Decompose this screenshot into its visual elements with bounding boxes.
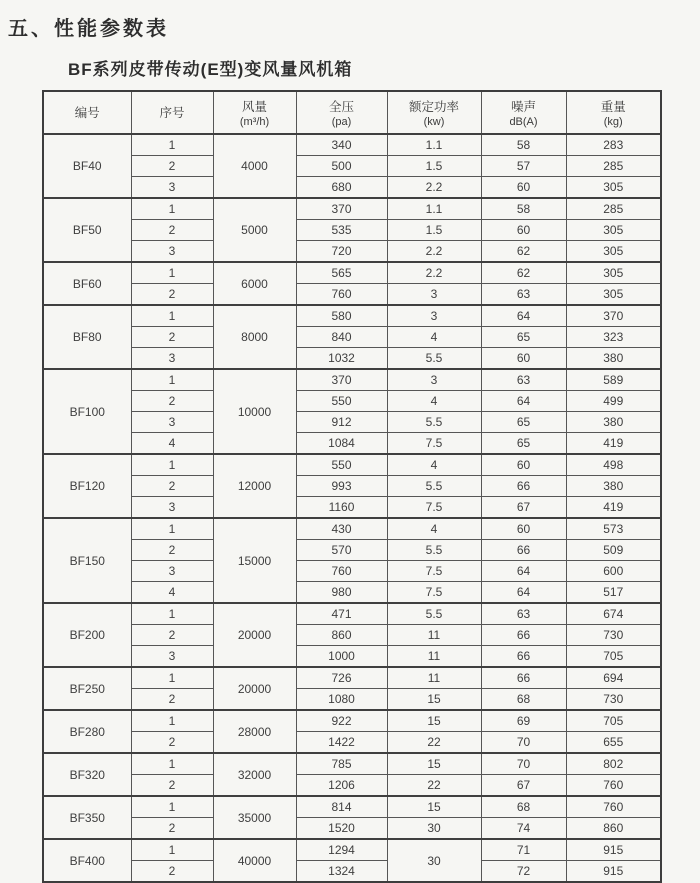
cell-weight: 655 bbox=[566, 732, 661, 754]
cell-noise: 62 bbox=[481, 262, 566, 284]
cell-pressure: 1294 bbox=[296, 839, 387, 861]
cell-power: 5.5 bbox=[387, 540, 481, 561]
cell-serial: 1 bbox=[131, 369, 213, 391]
cell-noise: 64 bbox=[481, 582, 566, 604]
table-row bbox=[43, 305, 661, 327]
cell-flow: 35000 bbox=[213, 796, 296, 839]
cell-weight: 285 bbox=[566, 198, 661, 220]
cell-pressure: 912 bbox=[296, 412, 387, 433]
cell-noise: 63 bbox=[481, 284, 566, 306]
table-row bbox=[43, 561, 661, 582]
cell-noise: 60 bbox=[481, 518, 566, 540]
cell-noise: 63 bbox=[481, 603, 566, 625]
cell-model: BF80 bbox=[43, 305, 131, 369]
cell-serial: 2 bbox=[131, 476, 213, 497]
cell-noise: 70 bbox=[481, 753, 566, 775]
cell-model: BF50 bbox=[43, 198, 131, 262]
cell-model: BF60 bbox=[43, 262, 131, 305]
cell-pressure: 760 bbox=[296, 561, 387, 582]
cell-power: 7.5 bbox=[387, 433, 481, 455]
cell-noise: 65 bbox=[481, 433, 566, 455]
cell-noise: 66 bbox=[481, 646, 566, 668]
cell-pressure: 370 bbox=[296, 198, 387, 220]
cell-weight: 305 bbox=[566, 220, 661, 241]
table-row bbox=[43, 454, 661, 476]
table-row bbox=[43, 391, 661, 412]
table-body bbox=[43, 134, 661, 882]
table-subtitle: BF系列皮带传动(E型)变风量风机箱 bbox=[68, 60, 353, 79]
cell-pressure: 1084 bbox=[296, 433, 387, 455]
table-row bbox=[43, 262, 661, 284]
cell-flow: 32000 bbox=[213, 753, 296, 796]
table-row bbox=[43, 646, 661, 668]
col-header-flow: 风量 (m³/h) bbox=[213, 91, 296, 134]
cell-noise: 69 bbox=[481, 710, 566, 732]
cell-pressure: 565 bbox=[296, 262, 387, 284]
cell-flow: 40000 bbox=[213, 839, 296, 882]
cell-model: BF250 bbox=[43, 667, 131, 710]
cell-model: BF120 bbox=[43, 454, 131, 518]
cell-weight: 517 bbox=[566, 582, 661, 604]
cell-weight: 305 bbox=[566, 241, 661, 263]
cell-serial: 2 bbox=[131, 327, 213, 348]
cell-noise: 70 bbox=[481, 732, 566, 754]
cell-weight: 705 bbox=[566, 646, 661, 668]
cell-noise: 58 bbox=[481, 134, 566, 156]
cell-pressure: 814 bbox=[296, 796, 387, 818]
cell-pressure: 980 bbox=[296, 582, 387, 604]
table-row bbox=[43, 540, 661, 561]
table-row bbox=[43, 732, 661, 754]
cell-power: 7.5 bbox=[387, 497, 481, 519]
cell-serial: 1 bbox=[131, 454, 213, 476]
cell-power: 11 bbox=[387, 625, 481, 646]
cell-weight: 380 bbox=[566, 412, 661, 433]
cell-serial: 3 bbox=[131, 348, 213, 370]
cell-weight: 285 bbox=[566, 156, 661, 177]
cell-weight: 380 bbox=[566, 476, 661, 497]
cell-flow: 10000 bbox=[213, 369, 296, 454]
cell-serial: 2 bbox=[131, 391, 213, 412]
cell-serial: 2 bbox=[131, 220, 213, 241]
cell-power: 4 bbox=[387, 327, 481, 348]
cell-noise: 60 bbox=[481, 348, 566, 370]
cell-power: 3 bbox=[387, 305, 481, 327]
cell-noise: 65 bbox=[481, 327, 566, 348]
cell-serial: 1 bbox=[131, 305, 213, 327]
cell-flow: 4000 bbox=[213, 134, 296, 198]
cell-pressure: 760 bbox=[296, 284, 387, 306]
cell-power: 22 bbox=[387, 732, 481, 754]
cell-noise: 66 bbox=[481, 625, 566, 646]
cell-serial: 3 bbox=[131, 412, 213, 433]
cell-power: 2.2 bbox=[387, 262, 481, 284]
table-row bbox=[43, 710, 661, 732]
cell-pressure: 860 bbox=[296, 625, 387, 646]
cell-power: 11 bbox=[387, 667, 481, 689]
cell-weight: 915 bbox=[566, 839, 661, 861]
table-row bbox=[43, 775, 661, 797]
cell-power: 15 bbox=[387, 689, 481, 711]
cell-serial: 2 bbox=[131, 625, 213, 646]
cell-flow: 8000 bbox=[213, 305, 296, 369]
cell-model: BF40 bbox=[43, 134, 131, 198]
cell-pressure: 785 bbox=[296, 753, 387, 775]
cell-weight: 509 bbox=[566, 540, 661, 561]
cell-serial: 2 bbox=[131, 156, 213, 177]
col-header-model: 编号 bbox=[43, 91, 131, 134]
cell-pressure: 471 bbox=[296, 603, 387, 625]
cell-power: 1.5 bbox=[387, 156, 481, 177]
cell-serial: 1 bbox=[131, 796, 213, 818]
col-header-serial: 序号 bbox=[131, 91, 213, 134]
cell-serial: 3 bbox=[131, 646, 213, 668]
cell-serial: 3 bbox=[131, 177, 213, 199]
cell-flow: 15000 bbox=[213, 518, 296, 603]
table-row bbox=[43, 156, 661, 177]
cell-weight: 730 bbox=[566, 625, 661, 646]
cell-noise: 66 bbox=[481, 667, 566, 689]
cell-weight: 283 bbox=[566, 134, 661, 156]
table-header-row bbox=[43, 91, 661, 134]
col-header-noise: 噪声 dB(A) bbox=[481, 91, 566, 134]
cell-flow: 12000 bbox=[213, 454, 296, 518]
cell-serial: 2 bbox=[131, 732, 213, 754]
table-row bbox=[43, 177, 661, 199]
performance-spec-table bbox=[42, 90, 662, 883]
cell-pressure: 1206 bbox=[296, 775, 387, 797]
cell-power: 15 bbox=[387, 710, 481, 732]
table-row bbox=[43, 284, 661, 306]
cell-power: 5.5 bbox=[387, 412, 481, 433]
cell-noise: 67 bbox=[481, 775, 566, 797]
table-row bbox=[43, 433, 661, 455]
cell-pressure: 1032 bbox=[296, 348, 387, 370]
cell-noise: 71 bbox=[481, 839, 566, 861]
cell-pressure: 1160 bbox=[296, 497, 387, 519]
table-row bbox=[43, 582, 661, 604]
cell-weight: 323 bbox=[566, 327, 661, 348]
cell-power: 1.5 bbox=[387, 220, 481, 241]
cell-power: 30 bbox=[387, 839, 481, 882]
cell-serial: 1 bbox=[131, 603, 213, 625]
table-row bbox=[43, 689, 661, 711]
cell-pressure: 535 bbox=[296, 220, 387, 241]
cell-weight: 760 bbox=[566, 775, 661, 797]
cell-serial: 2 bbox=[131, 689, 213, 711]
cell-noise: 67 bbox=[481, 497, 566, 519]
cell-noise: 60 bbox=[481, 454, 566, 476]
cell-power: 15 bbox=[387, 753, 481, 775]
cell-weight: 305 bbox=[566, 262, 661, 284]
col-header-weight: 重量 (kg) bbox=[566, 91, 661, 134]
table-row bbox=[43, 134, 661, 156]
cell-power: 15 bbox=[387, 796, 481, 818]
cell-weight: 419 bbox=[566, 433, 661, 455]
cell-noise: 65 bbox=[481, 412, 566, 433]
cell-weight: 419 bbox=[566, 497, 661, 519]
cell-serial: 1 bbox=[131, 839, 213, 861]
cell-pressure: 570 bbox=[296, 540, 387, 561]
cell-power: 30 bbox=[387, 818, 481, 840]
cell-power: 2.2 bbox=[387, 177, 481, 199]
cell-serial: 1 bbox=[131, 262, 213, 284]
cell-weight: 380 bbox=[566, 348, 661, 370]
cell-power: 7.5 bbox=[387, 582, 481, 604]
cell-power: 4 bbox=[387, 391, 481, 412]
cell-model: BF200 bbox=[43, 603, 131, 667]
cell-serial: 1 bbox=[131, 710, 213, 732]
cell-serial: 1 bbox=[131, 198, 213, 220]
cell-model: BF150 bbox=[43, 518, 131, 603]
cell-power: 5.5 bbox=[387, 476, 481, 497]
cell-serial: 1 bbox=[131, 753, 213, 775]
cell-pressure: 500 bbox=[296, 156, 387, 177]
cell-serial: 1 bbox=[131, 667, 213, 689]
cell-pressure: 720 bbox=[296, 241, 387, 263]
cell-noise: 68 bbox=[481, 689, 566, 711]
cell-flow: 20000 bbox=[213, 667, 296, 710]
cell-weight: 305 bbox=[566, 284, 661, 306]
cell-noise: 64 bbox=[481, 561, 566, 582]
cell-weight: 589 bbox=[566, 369, 661, 391]
cell-pressure: 430 bbox=[296, 518, 387, 540]
cell-serial: 4 bbox=[131, 582, 213, 604]
table-row bbox=[43, 327, 661, 348]
cell-serial: 1 bbox=[131, 134, 213, 156]
table-row bbox=[43, 198, 661, 220]
cell-pressure: 726 bbox=[296, 667, 387, 689]
table-row bbox=[43, 348, 661, 370]
cell-noise: 74 bbox=[481, 818, 566, 840]
table-row bbox=[43, 497, 661, 519]
cell-pressure: 1000 bbox=[296, 646, 387, 668]
cell-weight: 705 bbox=[566, 710, 661, 732]
cell-noise: 72 bbox=[481, 861, 566, 883]
cell-serial: 3 bbox=[131, 241, 213, 263]
table-row bbox=[43, 818, 661, 840]
cell-weight: 694 bbox=[566, 667, 661, 689]
cell-serial: 2 bbox=[131, 861, 213, 883]
cell-pressure: 340 bbox=[296, 134, 387, 156]
cell-power: 2.2 bbox=[387, 241, 481, 263]
cell-power: 11 bbox=[387, 646, 481, 668]
cell-pressure: 1324 bbox=[296, 861, 387, 883]
cell-weight: 730 bbox=[566, 689, 661, 711]
table-row bbox=[43, 603, 661, 625]
cell-noise: 58 bbox=[481, 198, 566, 220]
cell-pressure: 550 bbox=[296, 454, 387, 476]
cell-pressure: 922 bbox=[296, 710, 387, 732]
cell-weight: 860 bbox=[566, 818, 661, 840]
cell-pressure: 1520 bbox=[296, 818, 387, 840]
cell-pressure: 680 bbox=[296, 177, 387, 199]
cell-weight: 498 bbox=[566, 454, 661, 476]
cell-power: 3 bbox=[387, 369, 481, 391]
table-row bbox=[43, 625, 661, 646]
cell-flow: 28000 bbox=[213, 710, 296, 753]
cell-pressure: 580 bbox=[296, 305, 387, 327]
cell-power: 7.5 bbox=[387, 561, 481, 582]
cell-serial: 2 bbox=[131, 284, 213, 306]
cell-model: BF100 bbox=[43, 369, 131, 454]
cell-power: 3 bbox=[387, 284, 481, 306]
cell-model: BF280 bbox=[43, 710, 131, 753]
col-header-power: 额定功率 (kw) bbox=[387, 91, 481, 134]
cell-noise: 64 bbox=[481, 391, 566, 412]
cell-serial: 4 bbox=[131, 433, 213, 455]
cell-noise: 68 bbox=[481, 796, 566, 818]
cell-pressure: 550 bbox=[296, 391, 387, 412]
cell-power: 4 bbox=[387, 454, 481, 476]
cell-weight: 573 bbox=[566, 518, 661, 540]
table-row bbox=[43, 412, 661, 433]
cell-pressure: 993 bbox=[296, 476, 387, 497]
cell-power: 5.5 bbox=[387, 348, 481, 370]
cell-noise: 64 bbox=[481, 305, 566, 327]
cell-weight: 370 bbox=[566, 305, 661, 327]
cell-model: BF320 bbox=[43, 753, 131, 796]
cell-power: 1.1 bbox=[387, 134, 481, 156]
cell-serial: 3 bbox=[131, 561, 213, 582]
cell-model: BF350 bbox=[43, 796, 131, 839]
table-row bbox=[43, 369, 661, 391]
cell-weight: 760 bbox=[566, 796, 661, 818]
cell-noise: 62 bbox=[481, 241, 566, 263]
cell-flow: 20000 bbox=[213, 603, 296, 667]
cell-serial: 1 bbox=[131, 518, 213, 540]
cell-power: 22 bbox=[387, 775, 481, 797]
cell-serial: 2 bbox=[131, 818, 213, 840]
cell-weight: 915 bbox=[566, 861, 661, 883]
cell-noise: 60 bbox=[481, 220, 566, 241]
cell-noise: 60 bbox=[481, 177, 566, 199]
table-row bbox=[43, 839, 661, 861]
cell-weight: 499 bbox=[566, 391, 661, 412]
table-row bbox=[43, 220, 661, 241]
page-title: 五、性能参数表 bbox=[8, 18, 169, 40]
table-row bbox=[43, 796, 661, 818]
cell-model: BF400 bbox=[43, 839, 131, 882]
cell-power: 5.5 bbox=[387, 603, 481, 625]
cell-serial: 3 bbox=[131, 497, 213, 519]
cell-pressure: 1080 bbox=[296, 689, 387, 711]
table-row bbox=[43, 753, 661, 775]
cell-power: 4 bbox=[387, 518, 481, 540]
cell-flow: 6000 bbox=[213, 262, 296, 305]
cell-noise: 57 bbox=[481, 156, 566, 177]
cell-weight: 305 bbox=[566, 177, 661, 199]
cell-noise: 66 bbox=[481, 476, 566, 497]
cell-power: 1.1 bbox=[387, 198, 481, 220]
cell-weight: 674 bbox=[566, 603, 661, 625]
cell-weight: 802 bbox=[566, 753, 661, 775]
cell-pressure: 370 bbox=[296, 369, 387, 391]
cell-noise: 66 bbox=[481, 540, 566, 561]
col-header-pressure: 全压 (pa) bbox=[296, 91, 387, 134]
table-row bbox=[43, 861, 661, 883]
cell-serial: 2 bbox=[131, 775, 213, 797]
table-row bbox=[43, 241, 661, 263]
cell-pressure: 1422 bbox=[296, 732, 387, 754]
cell-flow: 5000 bbox=[213, 198, 296, 262]
cell-noise: 63 bbox=[481, 369, 566, 391]
table-row bbox=[43, 476, 661, 497]
cell-serial: 2 bbox=[131, 540, 213, 561]
cell-weight: 600 bbox=[566, 561, 661, 582]
table-row bbox=[43, 667, 661, 689]
cell-pressure: 840 bbox=[296, 327, 387, 348]
table-row bbox=[43, 518, 661, 540]
